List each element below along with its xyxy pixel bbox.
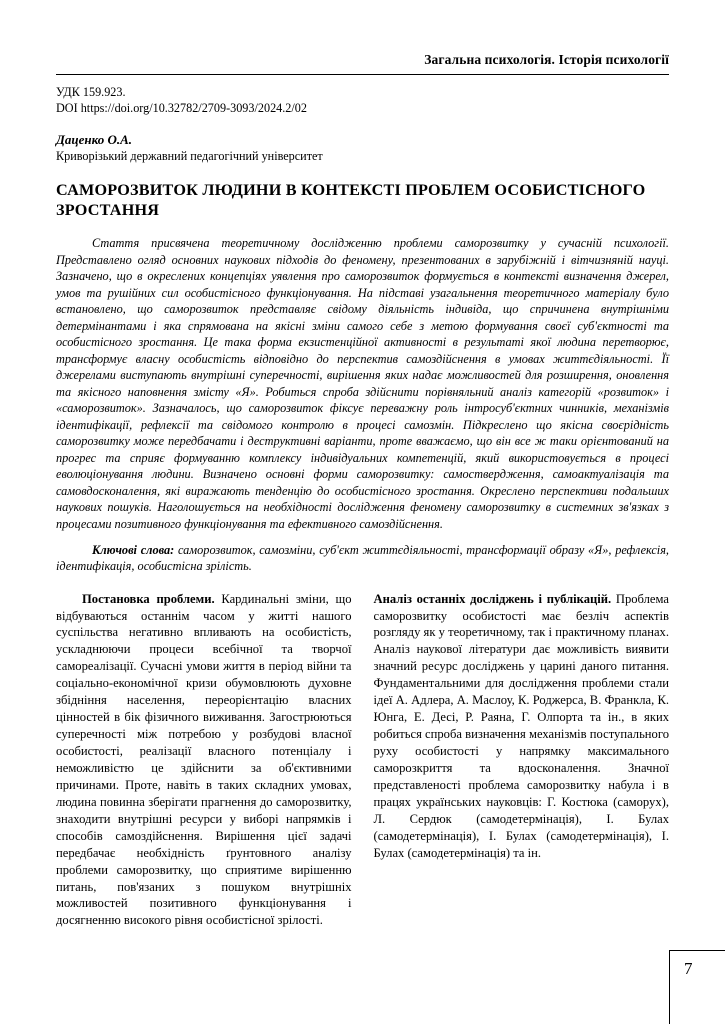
header-rule (56, 74, 669, 75)
keywords-block (56, 542, 669, 575)
left-column-text: Кардинальні зміни, що відбуваються останнім часом у житті нашого суспільства негативно впливають на особистість, ускладнюючи процеси всебічної та творчої самореалізації. Сучасні умови життя в період війни та соціально-економічної кризи обумовлюють духовне збідніння населення, переорієнтацію власних цінностей в бік фізичного виживання. Загострюються суперечності між потребою у розбудові власної особистості, реалізації власного потенціалу і неможливістю це здійснити за об'єктивними причинами. Проте, навіть в таких складних умовах, людина повинна зберігати прагнення до саморозвитку, знаходити внутрішні ресурси у виборі напрямків і способів самоздійснення. Вирішення цієї задачі передбачає необхідність ґрунтовного аналізу проблеми саморозвитку, що сприятиме вирішенню питань, пов'язаних з пошуком внутрішніх можливостей позитивного функціонування і досягненню високого рівня особистісної зрілості. (56, 591, 352, 928)
doi-line: DOI https://doi.org/10.32782/2709-3093/2024.2/02 (56, 101, 307, 116)
right-column-text: Проблема саморозвитку особистості має безліч аспектів розгляду як у теоретичному, так і практичному планах. Аналіз наукової літератури дає можливість виявити значний ресурс досліджень у царині даного питання. Фундаментальними для дослідження проблеми стали ідеї А. Адлера, А. Маслоу, К. Роджерса, В. Франкла, К. Юнга, Е. Десі, Р. Раяна, Г. Олпорта та ін., в яких робиться спроба визначення механізмів поступального руху особистості у напрямку максимального саморозкриття та вдосконалення. Значної представленості проблема саморозвитку набула і в працях українських науковців: Г. Костюка (саморух), Л. Сердюк (самодетермінація), І. Булах (самодетермінація), І. Булах (самодетермінація), І. Булах (самодетермінація) та ін. (373, 591, 669, 860)
right-column-paragraph (374, 591, 670, 862)
page-number: 7 (684, 959, 693, 978)
left-column (56, 591, 352, 930)
page-number-box (669, 950, 725, 1024)
abstract-text: Стаття присвячена теоретичному дослідженню проблеми саморозвитку у сучасній психології. Представлено огляд основних наукових підходів до феномену, презентованих в зарубіжній і вітчизняній науці. Зазначено, що в окреслених концепціях уявлення про саморозвиток формується в контексті визначення джерел, умов та рушійних сил особистісного функціонування. На підставі узагальнення теоретичного матеріалу було встановлено, що саморозвиток представляє свідому діяльність індивіда, що спричинена внутрішніми детермінантами і яка спрямована на якісні зміни самого себе з метою формування своєї суб'єктності та особистісного зростання. Це така форма екзистенційної активності в результаті якої людина перетворює, трансформує власну особистість відповідно до перспектив самоздійснення в умовах життєдіяльності. Її джерелами виступають внутрішні суперечності, вирішення яких надає можливостей для розширення, оновлення та якісного наповнення змісту «Я». Робиться спроба здійснити порівняльний аналіз категорій «розвиток» і «саморозвиток». Зазначалось, що саморозвиток фіксує переважну роль інтросуб'єктних чинників, механізмів ідентифікації, рефлексії та свідомого контролю в процесі самозмін. Підкреслено що якісна своєрідність саморозвитку може передбачати і деструктивні варіанти, проте вважаємо, що він все ж таки орієнтований на прогрес та сприяє формуванню комплексу індивідуальних компетенцій, який використовується в процесі еволюціонування людини. Визначено основні форми саморозвитку: самоствердження, самоактуалізація та самовдосконалення, які виражають тенденцію до особистісного зростання. Окреслено перспективи подальших наукових пошуків. Наголошується на необхідності дослідження феномену саморозвитку в системних зв'язках з процесами позитивного функціонування та ефективного самоздійснення. (56, 235, 669, 531)
left-column-paragraph (56, 591, 352, 930)
right-column-lead: Аналіз останніх досліджень і публікацій. (373, 591, 612, 606)
article-meta (56, 84, 669, 116)
author-affiliation: Криворізький державний педагогічний університет (56, 149, 323, 164)
author-name: Даценко О.А. (56, 132, 133, 148)
keywords-label: Ключові слова: (92, 542, 175, 557)
running-head: Загальна психологія. Історія психології (424, 52, 669, 67)
page-title: САМОРОЗВИТОК ЛЮДИНИ В КОНТЕКСТІ ПРОБЛЕМ ОСОБИСТІСНОГО ЗРОСТАННЯ (56, 181, 646, 220)
left-column-lead: Постановка проблеми. (82, 591, 215, 606)
body-columns (56, 591, 669, 930)
udc-code: УДК 159.923. (56, 85, 126, 99)
keywords-text: саморозвиток, самозміни, суб'єкт життєдіяльності, трансформації образу «Я», рефлексія, ідентифікація, особистісна зрілість. (56, 542, 670, 574)
right-column (374, 591, 670, 930)
